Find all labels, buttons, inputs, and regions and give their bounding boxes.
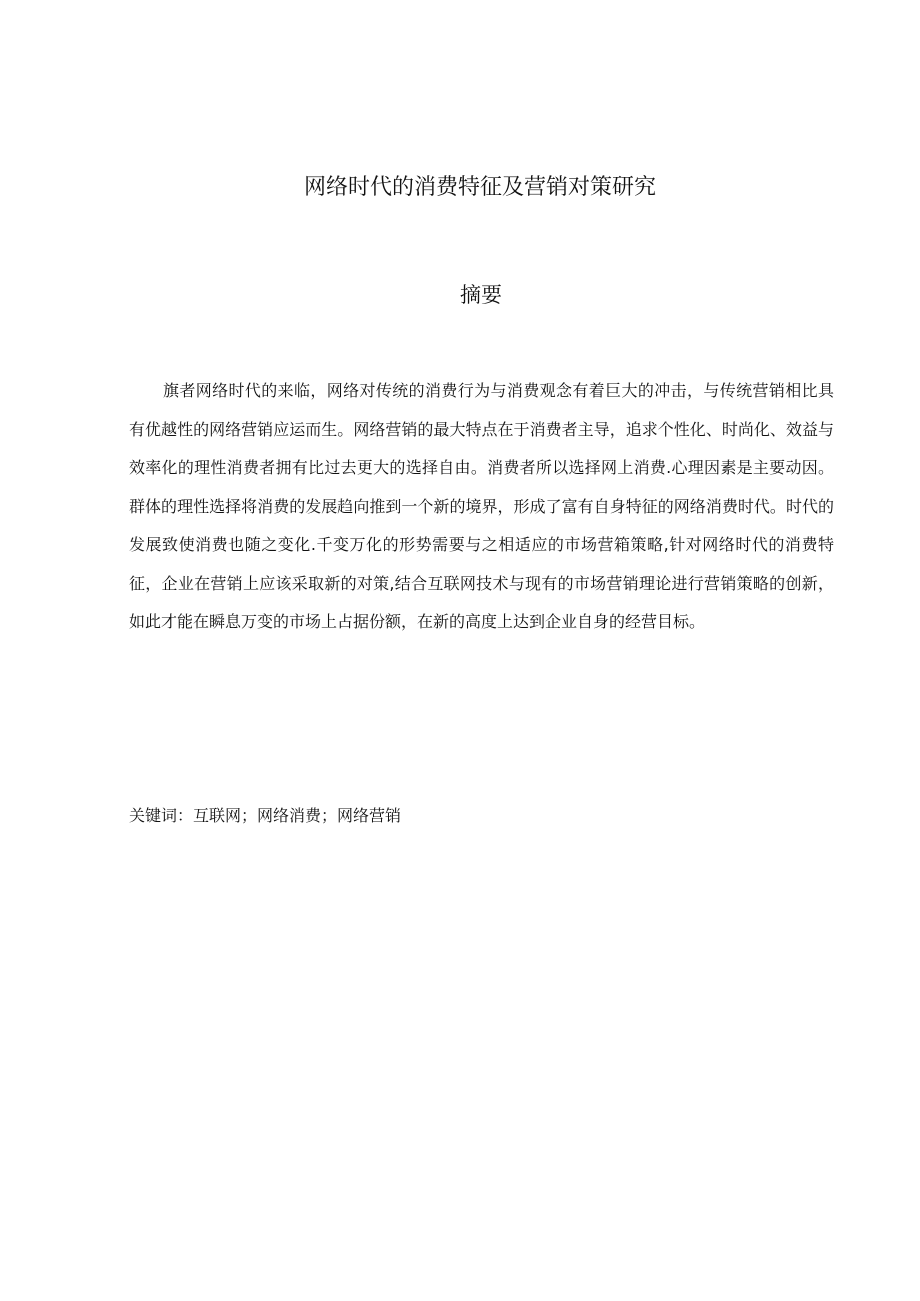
document-title: 网络时代的消费特征及营销对策研究 (303, 175, 656, 200)
abstract-paragraph: 旗者网络时代的来临，网络对传统的消费行为与消费观念有着巨大的冲击，与传统营销相比具有优越性的网络营销应运而生。网络营销的最大特点在于消费者主导，追求个性化、时尚化、效益与效率化的理性消费者拥有比过去更大的选择自由。消费者所以选择网上消费.心理因素是主要动因。群体的理性选择将消费的发展趋向推到一个新的境界，形成了富有自身特征的网络消费时代。时代的发展致使消费也随之变化.千变万化的形势需要与之相适应的市场营箱策略,针对网络时代的消费特征，企业在营销上应该采取新的对策,结合互联网技术与现有的市场营销理论进行营销策略的创新，如此才能在瞬息万变的市场上占据份额，在新的高度上达到企业自身的经营目标。 (129, 381, 834, 631)
keywords-line: 关键词：互联网；网络消费；网络营销 (129, 806, 402, 825)
abstract-heading: 摘要 (460, 283, 502, 307)
